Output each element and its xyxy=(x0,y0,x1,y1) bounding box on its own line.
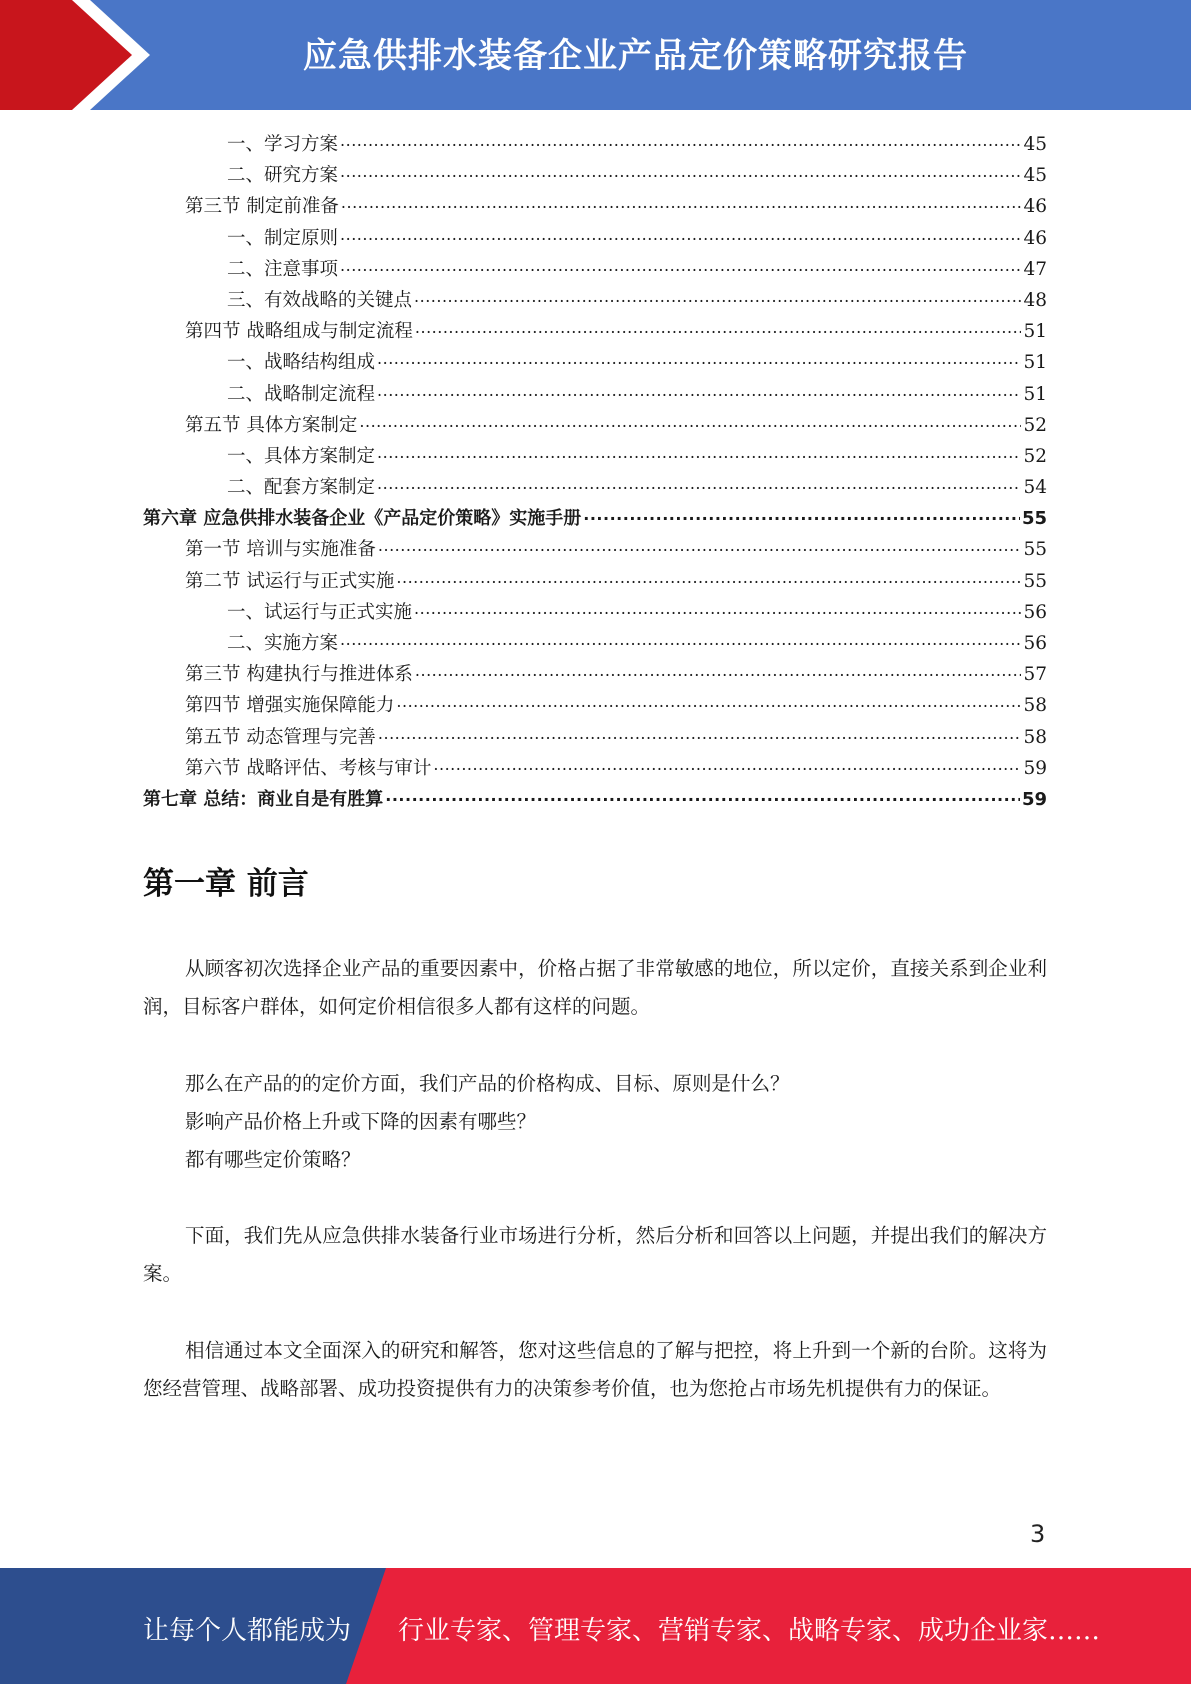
toc-entry-page: 47 xyxy=(1023,258,1047,280)
toc-leader-dots xyxy=(338,627,1021,649)
report-title: 应急供排水装备企业产品定价策略研究报告 xyxy=(303,36,968,76)
toc-entry-page: 46 xyxy=(1023,196,1047,218)
toc-leader-dots xyxy=(383,783,1020,805)
toc-entry-page: 48 xyxy=(1023,289,1047,311)
toc-entry[interactable] xyxy=(143,689,1047,720)
toc-entry-page: 57 xyxy=(1023,664,1047,686)
toc-entry-title: 第二节 试运行与正式实施 xyxy=(185,567,394,593)
toc-entry-title: 第六节 战略评估、考核与审计 xyxy=(185,754,431,780)
toc-entry-page: 59 xyxy=(1023,757,1047,779)
toc-leader-dots xyxy=(357,409,1021,431)
toc-entry-page: 51 xyxy=(1023,352,1047,374)
paragraph-text: 相信通过本文全面深入的研究和解答，您对这些信息的了解与把控，将上升到一个新的台阶。这将为您经营管理、战略部署、成功投资提供有力的决策参考价值，也为您抢占市场先机提供有力的保证。 xyxy=(143,1339,1047,1400)
toc-entry-page: 45 xyxy=(1023,134,1047,155)
toc-leader-dots xyxy=(376,721,1022,743)
toc-entry-page: 52 xyxy=(1023,414,1047,436)
toc-entry[interactable] xyxy=(143,284,1047,315)
toc-entry-page: 54 xyxy=(1023,477,1047,499)
paragraph-text: 从顾客初次选择企业产品的重要因素中，价格占据了非常敏感的地位，所以定价，直接关系到企业利润，目标客户群体，如何定价相信很多人都有这样的问题。 xyxy=(143,957,1047,1018)
toc-entry-title: 第五节 具体方案制定 xyxy=(185,411,357,437)
toc-entry-title: 二、配套方案制定 xyxy=(227,473,375,499)
toc-entry-page: 56 xyxy=(1023,633,1047,654)
toc-entry[interactable] xyxy=(143,440,1047,471)
toc-entry[interactable] xyxy=(143,471,1047,502)
question-item: 都有哪些定价策略？ xyxy=(185,1148,361,1171)
toc-entry-title: 三、有效战略的关键点 xyxy=(227,286,412,312)
toc-leader-dots xyxy=(581,502,1020,524)
page-footer xyxy=(0,1568,1191,1684)
toc-entry-title: 二、研究方案 xyxy=(227,161,338,187)
toc-entry[interactable] xyxy=(143,190,1047,221)
toc-entry-title: 第四节 增强实施保障能力 xyxy=(185,691,394,717)
question-list xyxy=(143,1065,1047,1179)
toc-entry[interactable] xyxy=(143,315,1047,346)
toc-entry[interactable] xyxy=(143,409,1047,440)
table-of-contents xyxy=(143,128,1047,814)
toc-entry-page: 58 xyxy=(1023,695,1047,717)
paragraph-intro xyxy=(143,950,1047,1026)
chapter-heading: 第一章 前言 xyxy=(143,866,309,902)
toc-leader-dots xyxy=(431,752,1021,774)
toc-entry[interactable] xyxy=(143,159,1047,190)
page-header xyxy=(0,0,1191,110)
toc-entry-page: 56 xyxy=(1023,601,1047,623)
toc-entry[interactable] xyxy=(143,752,1047,783)
toc-entry-title: 第三节 制定前准备 xyxy=(185,192,339,218)
toc-entry-page: 46 xyxy=(1023,227,1047,249)
question-item: 影响产品价格上升或下降的因素有哪些？ xyxy=(185,1110,537,1133)
toc-leader-dots xyxy=(375,440,1021,462)
toc-entry[interactable] xyxy=(143,378,1047,409)
toc-entry-title: 第三节 构建执行与推进体系 xyxy=(185,660,413,686)
toc-leader-dots xyxy=(412,284,1021,306)
toc-leader-dots xyxy=(338,159,1021,181)
toc-leader-dots xyxy=(338,222,1021,244)
toc-leader-dots xyxy=(338,253,1021,275)
toc-entry-page: 58 xyxy=(1023,726,1047,748)
footer-slogan-right: 行业专家、管理专家、营销专家、战略专家、成功企业家…… xyxy=(398,1616,1101,1646)
toc-entry-page: 55 xyxy=(1023,570,1047,592)
toc-entry-title: 一、具体方案制定 xyxy=(227,442,375,468)
toc-entry-page: 45 xyxy=(1023,165,1047,187)
toc-entry-title: 二、战略制定流程 xyxy=(227,380,375,406)
toc-leader-dots xyxy=(375,346,1021,368)
toc-entry-title: 一、制定原则 xyxy=(227,224,338,250)
toc-entry[interactable] xyxy=(143,658,1047,689)
toc-entry-page: 59 xyxy=(1021,788,1047,810)
toc-entry-title: 第五节 动态管理与完善 xyxy=(185,723,376,749)
toc-entry[interactable] xyxy=(143,783,1047,814)
toc-leader-dots xyxy=(412,596,1021,618)
paragraph-text: 下面，我们先从应急供排水装备行业市场进行分析，然后分析和回答以上问题，并提出我们的解决方案。 xyxy=(143,1224,1047,1285)
toc-entry-title: 第一节 培训与实施准备 xyxy=(185,535,376,561)
toc-entry-page: 52 xyxy=(1023,445,1047,467)
toc-leader-dots xyxy=(338,128,1021,150)
toc-entry[interactable] xyxy=(143,533,1047,564)
toc-entry-title: 一、试运行与正式实施 xyxy=(227,598,412,624)
toc-leader-dots xyxy=(394,689,1021,711)
toc-leader-dots xyxy=(413,658,1022,680)
toc-entry[interactable] xyxy=(143,222,1047,253)
toc-entry-page: 51 xyxy=(1023,383,1047,405)
toc-entry-title: 第七章 总结：商业自是有胜算 xyxy=(143,785,383,811)
toc-entry-title: 第四节 战略组成与制定流程 xyxy=(185,317,413,343)
paragraph-plan xyxy=(143,1217,1047,1293)
toc-entry-page: 55 xyxy=(1021,508,1047,530)
toc-entry[interactable] xyxy=(143,128,1047,159)
page-number: 3 xyxy=(1030,1520,1046,1548)
toc-leader-dots xyxy=(376,533,1022,555)
toc-entry-title: 一、战略结构组成 xyxy=(227,348,375,374)
toc-leader-dots xyxy=(413,315,1022,337)
toc-entry-title: 二、实施方案 xyxy=(227,629,338,655)
toc-entry[interactable] xyxy=(143,346,1047,377)
toc-entry[interactable] xyxy=(143,627,1047,658)
toc-leader-dots xyxy=(375,378,1021,400)
toc-entry[interactable] xyxy=(143,502,1047,533)
toc-entry[interactable] xyxy=(143,721,1047,752)
toc-leader-dots xyxy=(339,190,1022,212)
paragraph-conclusion xyxy=(143,1332,1047,1408)
toc-entry[interactable] xyxy=(143,565,1047,596)
toc-entry[interactable] xyxy=(143,253,1047,284)
toc-entry-title: 一、学习方案 xyxy=(227,130,338,156)
question-item: 那么在产品的的定价方面，我们产品的价格构成、目标、原则是什么？ xyxy=(185,1072,790,1095)
toc-entry-title: 第六章 应急供排水装备企业《产品定价策略》实施手册 xyxy=(143,504,581,530)
footer-slogan-left: 让每个人都能成为 xyxy=(143,1616,352,1646)
toc-entry[interactable] xyxy=(143,596,1047,627)
toc-entry-title: 二、注意事项 xyxy=(227,255,338,281)
toc-leader-dots xyxy=(375,471,1021,493)
toc-entry-page: 51 xyxy=(1023,321,1047,343)
toc-leader-dots xyxy=(394,565,1021,587)
toc-entry-page: 55 xyxy=(1023,539,1047,561)
